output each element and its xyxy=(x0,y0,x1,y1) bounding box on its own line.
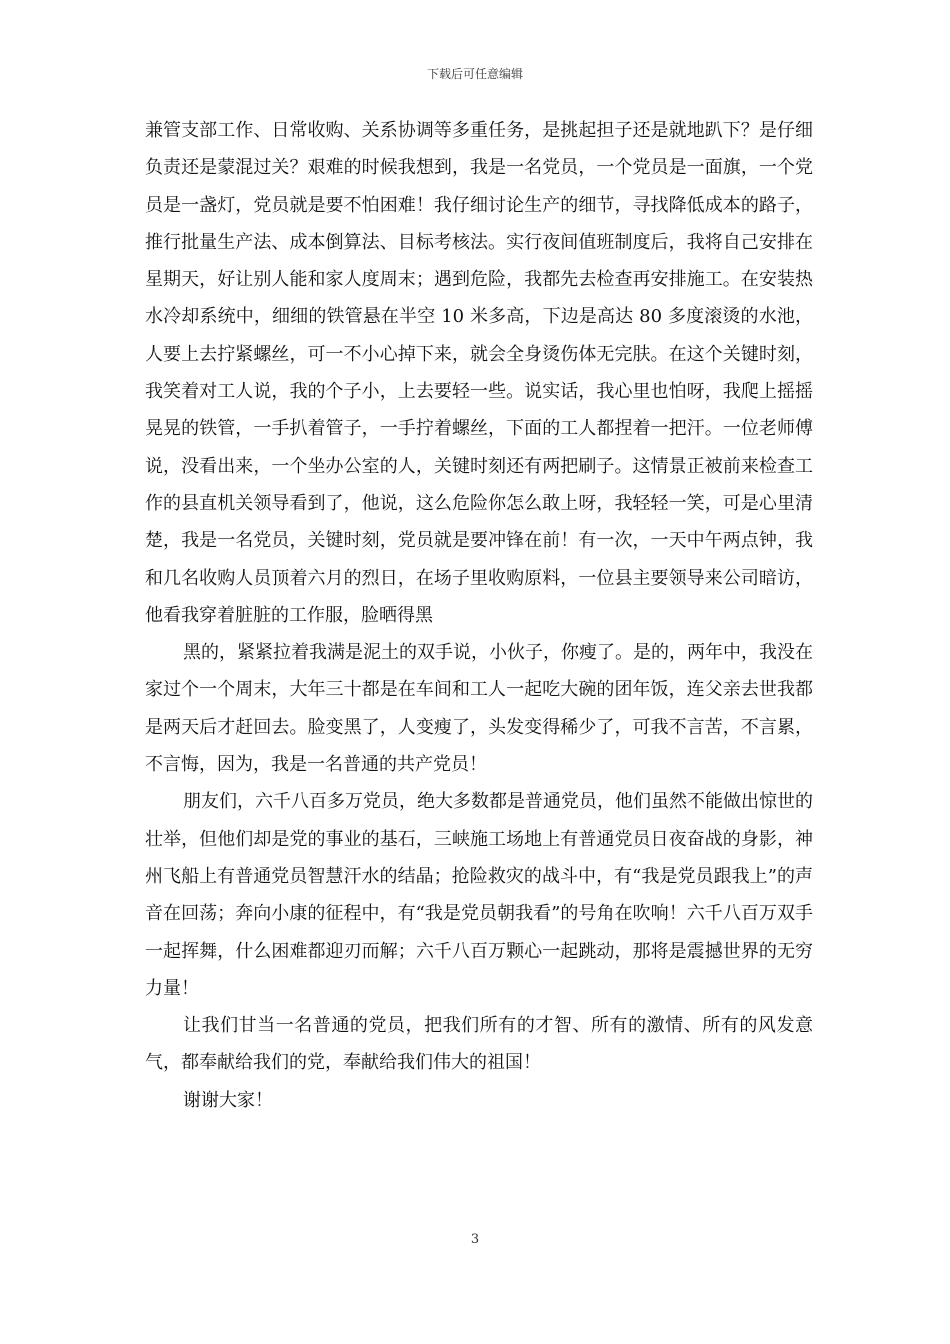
document-body xyxy=(145,112,813,1119)
page-header-note: 下载后可任意编辑 xyxy=(426,67,523,81)
paragraph-5: 谢谢大家！ xyxy=(183,1089,273,1111)
page-number: 3 xyxy=(470,1232,480,1247)
paragraph-2: 黑的，紧紧拉着我满是泥土的双手说，小伙子，你瘦了。是的，两年中，我没在家过个一个周末，大年三十都是在车间和工人一起吃大碗的团年饭，连父亲去世我都是两天后才赶回去。脸变黑了，人变瘦了，头发变得稀少了，可我不言苦，不言累，不言悔，因为，我是一名普通的共产党员！ xyxy=(145,642,813,776)
paragraph-3: 朋友们，六千八百多万党员，绝大多数都是普通党员，他们虽然不能做出惊世的壮举，但他们却是党的事业的基石，三峡施工场地上有普通党员日夜奋战的身影，神州飞船上有普通党员智慧汗水的结晶；抢险救灾的战斗中，有“我是党员跟我上”的声音在回荡；奔向小康的征程中，有“我是党员朝我看”的号角在吹响！六千八百万双手一起挥舞，什么困难都迎刃而解；六千八百万颗心一起跳动，那将是震撼世界的无穷力量！ xyxy=(145,791,813,999)
paragraph-1: 兼管支部工作、日常收购、关系协调等多重任务，是挑起担子还是就地趴下？是仔细负责还是蒙混过关？艰难的时候我想到，我是一名党员，一个党员是一面旗，一个党员是一盏灯，党员就是要不怕困难！我仔细讨论生产的细节，寻找降低成本的路子，推行批量生产法、成本倒算法、目标考核法。实行夜间值班制度后，我将自己安排在星期天，好让别人能和家人度周末；遇到危险，我都先去检查再安排施工。在安装热水冷却系统中，细细的铁管悬在半空 10 米多高，下边是高达 80 多度滚烫的水池，人要上去拧紧螺丝，可一不小心掉下来，就会全身烫伤体无完肤。在这个关键时刻，我笑着对工人说，我的个子小，上去要轻一些。说实话，我心里也怕呀，我爬上摇摇晃晃的铁管，一手扒着管子，一手拧着螺丝，下面的工人都捏着一把汗。一位老师傅说，没看出来，一个坐办公室的人，关键时刻还有两把刷子。这情景正被前来检查工作的县直机关领导看到了，他说，这么危险你怎么敢上呀，我轻轻一笑，可是心里清楚，我是一名党员，关键时刻，党员就是要冲锋在前！有一次，一天中午两点钟，我和几名收购人员顶着六月的烈日，在场子里收购原料，一位县主要领导来公司暗访，他看我穿着脏脏的工作服，脸晒得黑 xyxy=(145,120,813,626)
paragraph-4: 让我们甘当一名普通的党员，把我们所有的才智、所有的激情、所有的风发意气，都奉献给我们的党，奉献给我们伟大的祖国！ xyxy=(145,1015,813,1074)
